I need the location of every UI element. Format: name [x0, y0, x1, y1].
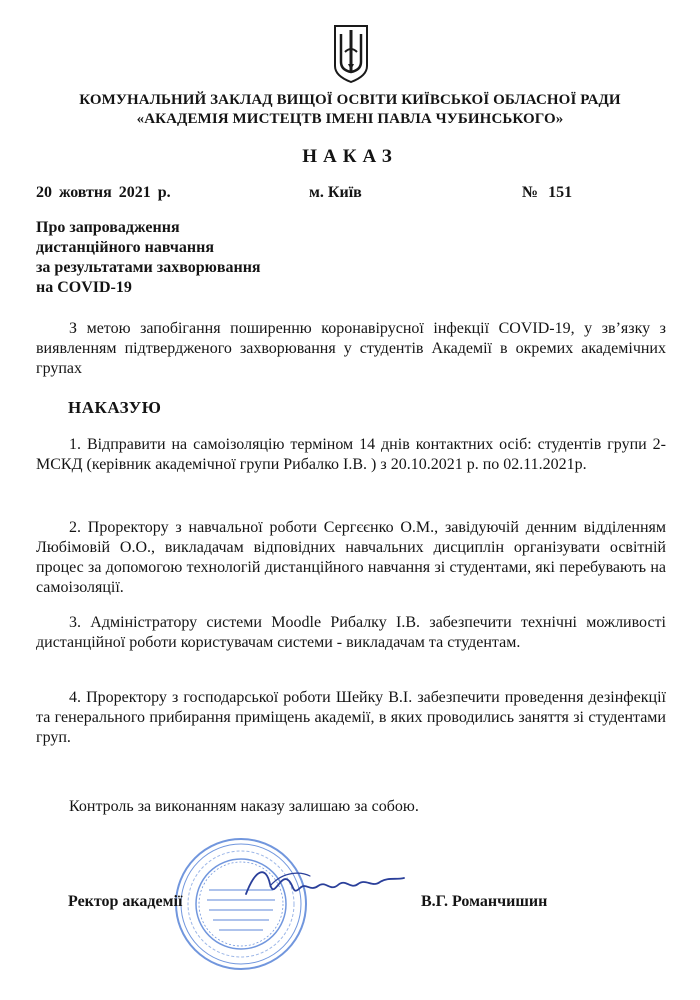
- order-item-2: 2. Проректору з навчальної роботи Сергєєнко О.М., завідуючій денним відділенням Любімовій О.О., викладачам відповідних навчальних дисциплін організувати освітній процес за допомогою технологій дистанційного навчання зі студентами, які перебувають на самоізоляції.: [36, 519, 666, 596]
- preamble-paragraph: З метою запобігання поширенню коронавірусної інфекції COVID-19, у зв’язку з виявленням підтвердженого захворювання у студентів Академії в окремих академічних групах: [36, 320, 666, 377]
- rector-signature: [240, 858, 410, 908]
- order-item-1: 1. Відправити на самоізоляцію терміном 14 днів контактних осіб: студентів групи 2-МСКД (керівник академічної групи Рибалко І.В. ) з 20.10.2021 р. по 02.11.2021р.: [36, 436, 666, 473]
- trident-emblem-icon: [331, 22, 371, 84]
- signatory-role: Ректор академії: [68, 893, 183, 910]
- order-item-3: 3. Адміністратору системи Moodle Рибалку І.В. забезпечити технічні можливості дистанційної роботи користувачам системи - викладачам та студентам.: [36, 614, 666, 651]
- order-directive-heading: НАКАЗУЮ: [68, 398, 162, 417]
- order-item-4: 4. Проректору з господарської роботи Шейку В.І. забезпечити проведення дезінфекції та генерального прибирання приміщень академії, в яких проводились заняття зі студентами груп.: [36, 689, 666, 746]
- order-subject: [36, 218, 261, 298]
- order-city: м. Київ: [309, 184, 362, 201]
- document-title: НАКАЗ: [302, 146, 398, 167]
- organization-name-line2: «АКАДЕМІЯ МИСТЕЦТВ ІМЕНІ ПАВЛА ЧУБИНСЬКОГО»: [136, 111, 564, 127]
- control-paragraph: Контроль за виконанням наказу залишаю за собою.: [69, 798, 419, 815]
- order-date: 20 жовтня 2021 р.: [36, 184, 171, 201]
- subject-line: Про запровадження: [36, 219, 180, 236]
- subject-line: дистанційного навчання: [36, 239, 215, 256]
- subject-line: за результатами захворювання: [36, 259, 261, 276]
- subject-line: на COVID-19: [36, 279, 132, 296]
- organization-name-line1: КОМУНАЛЬНИЙ ЗАКЛАД ВИЩОЇ ОСВІТИ КИЇВСЬКОЇ ОБЛАСНОЇ РАДИ: [79, 92, 621, 108]
- signatory-name: В.Г. Романчишин: [421, 893, 548, 910]
- order-number: № 151: [522, 184, 573, 201]
